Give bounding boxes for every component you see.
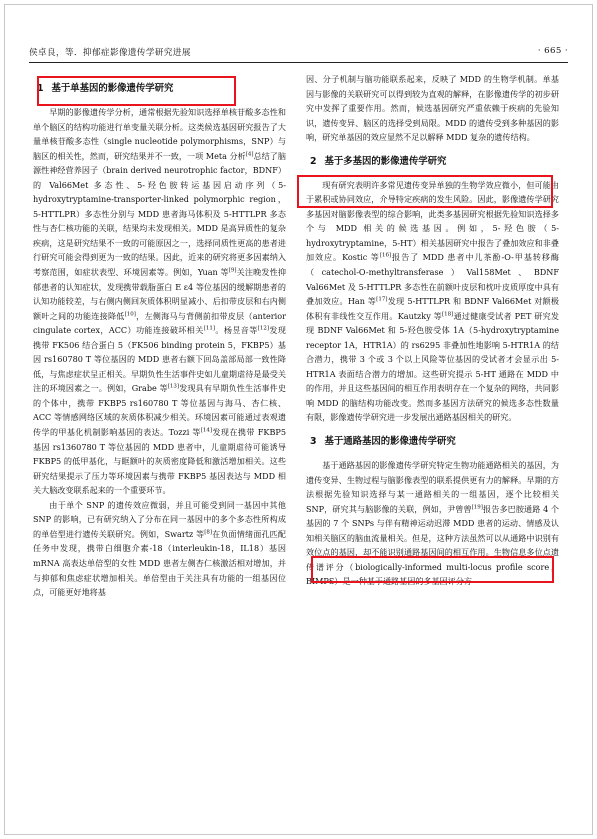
section-number: 2	[310, 155, 317, 167]
page-number: · 665 ·	[537, 46, 568, 56]
citation: [13]	[167, 383, 180, 390]
citation: [9]	[228, 267, 237, 274]
section-number: 1	[37, 83, 44, 94]
citation: [18]	[441, 310, 454, 317]
paragraph: 现有研究表明许多常见遗传变异单独的生物学效应微小，但可能由于累积或协同效应，介导特定疾病的发生风险。因此，影像遗传学研究多基因对脑影像表型的综合影响，此类多基因研究根据先验知识选择多个与 MDD 相关的候选基因。例如，5-羟色胺（5-hydroxytryptamine，5-HT）相关基因研究中报告了叠加效应和非叠加效应。Kostic 等[16]报告了 MDD 患者中儿茶酚-O-甲基转移酶（catechol-O-methyltransferase）Val158Met、BDNF Val66Met 及 5-HTTLPR 多态性在前额叶皮层和枕叶皮质厚度中具有叠加效应。Han 等[17]发现 5-HTTLPR 和 BDNF Val66Met 对额极体积有非线性交互作用。Kautzky 等[18]通过健康受试者 PET 研究发现 BDNF Val66Met 和 5-羟色胺受体 1A（5-hydroxytryptamine receptor 1A，HTR1A）的 rs6295 非叠加性地影响 5-HTR1A 的结合潜力，携带 3 个或 3 个以上风险等位基因的受试者才会显示出 5-HTR1A 表面结合潜力的增加。这些研究提示 5-HT 通路在 MDD 中的作用，并且这些基因间的相互作用表明存在一个复杂的网络，共同影响 MDD 的脑结构功能改变。然而多基因方法研究的候选多态性数量有限，影像遗传学研究进一步发展出通路基因相关的研究。	[306, 179, 560, 423]
section-title: 基于单基因的影像遗传学研究	[51, 83, 174, 94]
section-title: 基于通路基因的影像遗传学研究	[324, 436, 456, 448]
running-title: 侯卓良，等．抑郁症影像遗传学研究进展	[29, 48, 191, 58]
citation: [12]	[257, 325, 270, 332]
citation: [10]	[124, 310, 136, 317]
section-heading-3	[306, 425, 559, 458]
header-rule	[29, 62, 568, 63]
paragraph: 由于单个 SNP 的遗传效应微弱，并且可能受到同一基因中其他 SNP 的影响，已有研究纳入了分布在同一基因中的多个多态性所构成的单倍型进行遗传关联研究。例如，Swartz 等[8]在负面情绪面孔匹配任务中发现，携带白细胞介素-18（interleukin-18，IL18）基因 mRNA 高表达单倍型的女性 MDD 患者左侧杏仁核激活相对增加，并与抑郁和焦虑症状增加相关。单倍型由于关注具有功能的一组基因位点，可能更好地将基	[33, 499, 286, 598]
paragraph: 早期的影像遗传学分析，通常根据先验知识选择单核苷酸多态性和单个脑区的结构功能进行单变量关联分析。这类候选基因研究报告了大量单核苷酸多态性（single nucleotide polymorphisms，SNP）与脑区的相关性，然而，研究结果并不一致，一项 Meta 分析[4]总结了脑源性神经营养因子（brain derived neurotrophic factor，BDNF）的 Val66Met 多态性、5-羟色胺转运基因启动序列（5-hydroxytryptamine-transporter-linked polymorphic region，5-HTTLPR）多态性分别与 MDD 患者海马体积及 5-HTTLPR 多态性与杏仁核功能的关联，结果均未发现相关。MDD 是高异质性的复杂疾病，这是研究结果不一致的可能原因之一，选择同质性更高的患者进行研究可能会得到更为一致的结果。因此，近来的研究将更多因素纳入考察范围，如症状表型、环境因素等。例如，Yuan 等[9]关注晚发性抑郁患者的认知症状，发现携带载脂蛋白 E ε4 等位基因的缓解期患者的认知功能较差，与右侧内侧回灰质体积明显减小、后扣带皮层和右内侧额叶之间的功能连接降低[10]，左侧海马与背侧前扣带皮层（anterior cingulate cortex，ACC）功能连接破坏相关[11]。杨昱音等[12]发现携带 FK506 结合蛋白 5（FK506 binding protein 5，FKBP5）基因 rs160780 T 等位基因的 MDD 患者右额下回岛盖部局部一致性降低，与焦虑症状呈正相关。早期负性生活事件史如儿童期虐待是最受关注的环境因素之一。例如，Grabe 等[13]发现具有早期负性生活事件史的个体中，携带 FKBP5 rs160780 T 等位基因与海马、杏仁核、ACC 等情感网络区域的灰质体积减少相关。环境因素可能通过表观遗传学的甲基化机制影响基因的表达。Tozzi 等[14]发现在携带 FKBP5 基因 rs1360780 T 等位基因的 MDD 患者中，儿童期虐待可能诱导 FKBP5 的低甲基化，与眶额叶的灰质密度降低和激活增加相关。这些研究结果提示了压力等环境因素与携带 FKBP5 基因表达与 MDD 相关大脑改变联系起来的一个重要环节。	[33, 107, 286, 496]
citation: [14]	[200, 427, 213, 434]
section-heading-2	[306, 145, 559, 178]
right-column	[306, 72, 559, 589]
citation: [11]	[203, 325, 215, 332]
left-column	[33, 72, 286, 600]
citation: [19]	[471, 503, 483, 510]
citation: [4]	[245, 150, 254, 157]
paragraph: 基于通路基因的影像遗传学研究特定生物功能通路相关的基因，为遗传变异、生物过程与脑影像表型的联系提供更有力的解释。早期的方法根据先验知识选择与某一通路相关的一组基因，逐个比较相关 SNP，研究其与脑影像的关联，例如，尹曾曾[19]报告多巴胺通路 4 个基因的 7 个 SNPs 与伴有精神运动迟滞 MDD 患者的运动、情感及认知相关脑区的脑血流量相关。但是，这种方法虽然可以从通路中识别有效位点的基因，却不能识别通路基因间的相互作用。生物信息多位点遗传谱评分（biologically-informed multi-locus profile score，BIMPS）是一种基于通路基因的多基因评分方	[306, 460, 559, 587]
citation: [8]	[204, 529, 212, 536]
citation: [16]	[379, 252, 392, 259]
section-heading-1	[33, 72, 286, 105]
section-number: 3	[310, 436, 317, 448]
paragraph: 因、分子机制与脑功能联系起来，反映了 MDD 的生物学机制。单基因与影像的关联研究可以得到较为直观的解释，在影像遗传学的初步研究中发挥了重要作用。然而，候选基因研究严重依赖于疾病的先验知识，遗传变异、脑区的选择受到局限。MDD 的遗传受到多种基因的影响，研究单基因的效应显然不足以解释 MDD 复杂的遗传结构。	[306, 74, 559, 143]
section-title: 基于多基因的影像遗传学研究	[324, 155, 447, 167]
citation: [17]	[376, 296, 388, 303]
running-header	[29, 46, 568, 60]
